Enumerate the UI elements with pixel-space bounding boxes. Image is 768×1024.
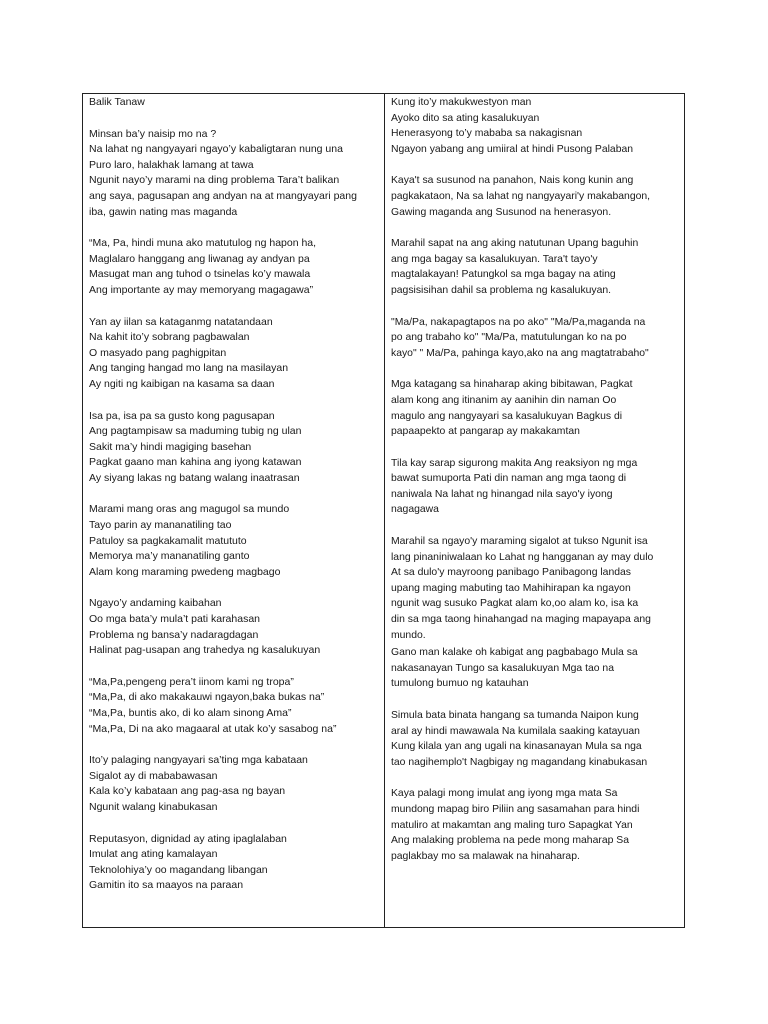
right-column-stanza bbox=[391, 456, 680, 518]
left-column-line: Na kahit ito’y sobrang pagbawalan bbox=[89, 331, 250, 344]
right-column-line: Kaya't sa susunod na panahon, Nais kong kunin ang bbox=[391, 175, 634, 187]
left-column-stanza bbox=[89, 502, 380, 580]
right-column-stanza bbox=[391, 786, 680, 864]
left-column-stanza bbox=[89, 753, 380, 815]
left-column-stanza bbox=[89, 596, 380, 658]
left-column-line: Minsan ba’y naisip mo na ? bbox=[89, 127, 217, 140]
right-column-stanza bbox=[391, 377, 680, 439]
right-column-stanza bbox=[391, 708, 680, 770]
left-column-stanza bbox=[89, 675, 380, 737]
right-column-line: Tila kay sarap sigurong makita Ang reaksiyon ng mga bbox=[391, 457, 638, 469]
left-column-line: “Ma, Pa, hindi muna ako matutulog ng hapon ha, bbox=[89, 237, 317, 250]
left-column-line: Maglalaro hanggang ang liwanag ay andyan pa bbox=[89, 252, 310, 265]
right-column-line: matuliro at makamtan ang maling turo Sapagkat Yan bbox=[391, 819, 633, 831]
left-column-stanza bbox=[89, 127, 380, 221]
right-column-line: pagkakataon, Na sa lahat ng nangyayari'y makabangon, bbox=[391, 190, 651, 202]
right-column-line: nagagawa bbox=[391, 504, 439, 516]
left-column-line: Ay ngiti ng kaibigan na kasama sa daan bbox=[89, 377, 275, 390]
right-column-line: Henerasyong to’y mababa sa nakagisnan bbox=[391, 128, 583, 140]
left-column-line: Puro laro, halakhak lamang at tawa bbox=[89, 158, 254, 171]
left-column-line: ang saya, pagusapan ang andyan na at mangyayari pang bbox=[89, 189, 357, 202]
left-column-line: Yan ay iilan sa kataganmg natatandaan bbox=[89, 315, 273, 328]
left-column-line: Oo mga bata’y mula’t pati karahasan bbox=[89, 613, 261, 626]
left-column-line: Ngunit walang kinabukasan bbox=[89, 800, 218, 813]
left-column-line: Ngunit nayo’y marami na ding problema Tara’t balikan bbox=[89, 174, 340, 187]
right-column-line: "Ma/Pa, nakapagtapos na po ako" "Ma/Pa,maganda na bbox=[391, 316, 646, 328]
right-column-line: pagsisisihan dahil sa problema ng kasalukuyan. bbox=[391, 284, 612, 296]
right-column-line: Ayoko dito sa ating kasalukuyan bbox=[391, 112, 540, 124]
left-column-line: Gamitin ito sa maayos na paraan bbox=[89, 879, 244, 892]
left-column-stanza bbox=[89, 409, 380, 487]
left-column-line: Ito’y palaging nangyayari sa’ting mga kabataan bbox=[89, 754, 308, 767]
right-column-stanza bbox=[391, 534, 680, 643]
left-column-line: Ngayo’y andaming kaibahan bbox=[89, 597, 222, 610]
left-column-line: Imulat ang ating kamalayan bbox=[89, 848, 218, 861]
right-column-line: Marahil sa ngayo'y maraming sigalot at tukso Ngunit isa bbox=[391, 536, 648, 548]
right-column-line: Kung ito’y makukwestyon man bbox=[391, 97, 532, 108]
right-column-line: Gawing maganda ang Susunod na henerasyon. bbox=[391, 206, 612, 218]
left-column-line: Ang importante ay may memoryang magagawa” bbox=[89, 283, 314, 296]
right-column-line: magulo ang nangyayari sa kasalukuyan Bagkus di bbox=[391, 410, 623, 422]
right-column-line: Ang malaking problema na pede mong maharap Sa bbox=[391, 835, 629, 847]
left-column-line: “Ma,Pa,pengeng pera’t iinom kami ng tropa” bbox=[89, 675, 294, 688]
left-column-line: Patuloy sa pagkakamalit matututo bbox=[89, 534, 247, 547]
left-column-stanza bbox=[89, 315, 380, 393]
right-column-line: naniwala Na lahat ng hinangad nila sayo'y iyong bbox=[391, 488, 613, 500]
right-column-line: Ngayon yabang ang umiiral at hindi Pusong Palaban bbox=[391, 143, 634, 155]
left-column-stanza bbox=[89, 832, 380, 894]
left-column-line: Problema ng bansa’y nadaragdagan bbox=[89, 628, 259, 641]
right-column-line: bawat sumuporta Pati din naman ang mga taong di bbox=[391, 473, 627, 485]
right-column-stanza bbox=[391, 315, 680, 362]
left-column-line: Teknolohiya’y oo magandang libangan bbox=[89, 863, 268, 876]
right-column-stanza bbox=[391, 645, 680, 692]
right-column-line: upang maging mabuting tao Mahihirapan ka ngayon bbox=[391, 582, 631, 594]
right-column-line: alam kong ang itinanim ay aanihin din naman Oo bbox=[391, 394, 617, 406]
left-column-line: Memorya ma’y mananatiling ganto bbox=[89, 550, 250, 563]
left-column-line: Ang pagtampisaw sa maduming tubig ng ulan bbox=[89, 425, 302, 438]
right-column-line: Kung kilala yan ang ugali na kinasanayan Mula sa nga bbox=[391, 741, 642, 753]
left-column-line: Ang tanging hangad mo lang na masilayan bbox=[89, 362, 289, 375]
right-column-line: magtalakayan! Patungkol sa mga bagay na ating bbox=[391, 269, 616, 281]
left-column-line: Sakit ma’y hindi magiging basehan bbox=[89, 440, 252, 453]
left-column-stanza bbox=[89, 236, 380, 298]
left-column-line: Na lahat ng nangyayari ngayo’y kabaligtaran nung una bbox=[89, 143, 343, 156]
right-column-line: paglakbay mo sa malawak na hinaharap. bbox=[391, 850, 580, 862]
right-column-line: lang pinaniniwalaan ko Lahat ng hangganan ay may dulo bbox=[391, 551, 654, 563]
left-column-line: Reputasyon, dignidad ay ating ipaglalaban bbox=[89, 832, 287, 845]
left-column-line: Sigalot ay di mababawasan bbox=[89, 769, 218, 782]
poem-table bbox=[82, 93, 685, 928]
left-column-line: Alam kong maraming pwedeng magbago bbox=[89, 565, 281, 578]
right-column bbox=[385, 94, 684, 927]
right-column-line: tao nagihemplo't Nagbigay ng magandang kinabukasan bbox=[391, 756, 648, 768]
right-column-line: Mga katagang sa hinaharap aking bibitawan, Pagkat bbox=[391, 379, 633, 391]
left-column-line: Tayo parin ay mananatiling tao bbox=[89, 519, 232, 532]
left-column-line: O masyado pang paghigpitan bbox=[89, 346, 227, 359]
right-column-line: po ang trabaho ko" "Ma/Pa, matutulungan ko na po bbox=[391, 332, 627, 344]
left-column-line: “Ma,Pa, buntis ako, di ko alam sinong Ama” bbox=[89, 707, 292, 719]
left-column-line: “Ma,Pa, Di na ako magaaral at utak ko’y sasabog na” bbox=[89, 722, 337, 735]
right-column-line: din sa mga taong hinahangad na maging mapayapa ang bbox=[391, 614, 651, 626]
left-column bbox=[83, 94, 385, 927]
left-column-line: Halinat pag-usapan ang trahedya ng kasalukuyan bbox=[89, 644, 321, 657]
right-column-line: nakasanayan Tungo sa kasalukuyan Mga tao na bbox=[391, 662, 614, 674]
right-column-line: Simula bata binata hangang sa tumanda Naipon kung bbox=[391, 710, 639, 721]
right-column-line: tumulong bumuo ng katauhan bbox=[391, 678, 529, 690]
right-column-line: aral ay hindi mawawala Na kumilala saaking katayuan bbox=[391, 725, 640, 737]
left-column-line: “Ma,Pa, di ako makakauwi ngayon,baka bukas na” bbox=[89, 691, 325, 704]
left-column-line: iba, gawin nating mas maganda bbox=[89, 205, 238, 218]
right-column-line: ang mga bagay sa kasalukuyan. Tara't tayo'y bbox=[391, 253, 598, 265]
left-column-line: Ay siyang lakas ng batang walang inaatrasan bbox=[89, 471, 300, 484]
right-column-line: mundo. bbox=[391, 629, 426, 641]
right-column-line: Kaya palagi mong imulat ang iyong mga mata Sa bbox=[391, 788, 618, 800]
right-column-line: ngunit wag susuko Pagkat alam ko,oo alam ko, isa ka bbox=[391, 598, 639, 610]
right-column-line: kayo" " Ma/Pa, pahinga kayo,ako na ang magtatrabaho" bbox=[391, 347, 649, 359]
right-column-stanza bbox=[391, 95, 680, 157]
right-column-line: At sa dulo'y mayroong panibago Panibagong landas bbox=[391, 567, 631, 579]
poem-title-block bbox=[89, 95, 380, 111]
left-column-line: Masugat man ang tuhod o tsinelas ko’y mawala bbox=[89, 268, 311, 281]
left-column-line: Isa pa, isa pa sa gusto kong pagusapan bbox=[89, 409, 275, 422]
left-column-line: Kala ko’y kabataan ang pag-asa ng bayan bbox=[89, 785, 286, 798]
right-column-line: Marahil sapat na ang aking natutunan Upang baguhin bbox=[391, 238, 639, 250]
right-column-line: papaapekto at pangarap ay makakamtan bbox=[391, 426, 580, 438]
right-column-stanza bbox=[391, 236, 680, 298]
right-column-stanza bbox=[391, 173, 680, 220]
left-column-line: Marami mang oras ang magugol sa mundo bbox=[89, 503, 290, 516]
poem-title: Balik Tanaw bbox=[89, 96, 145, 108]
right-column-line: Gano man kalake oh kabigat ang pagbabago Mula sa bbox=[391, 647, 638, 659]
left-column-line: Pagkat gaano man kahina ang iyong katawan bbox=[89, 456, 302, 469]
right-column-line: mundong mapag biro Piliin ang sasamahan para hindi bbox=[391, 803, 640, 815]
